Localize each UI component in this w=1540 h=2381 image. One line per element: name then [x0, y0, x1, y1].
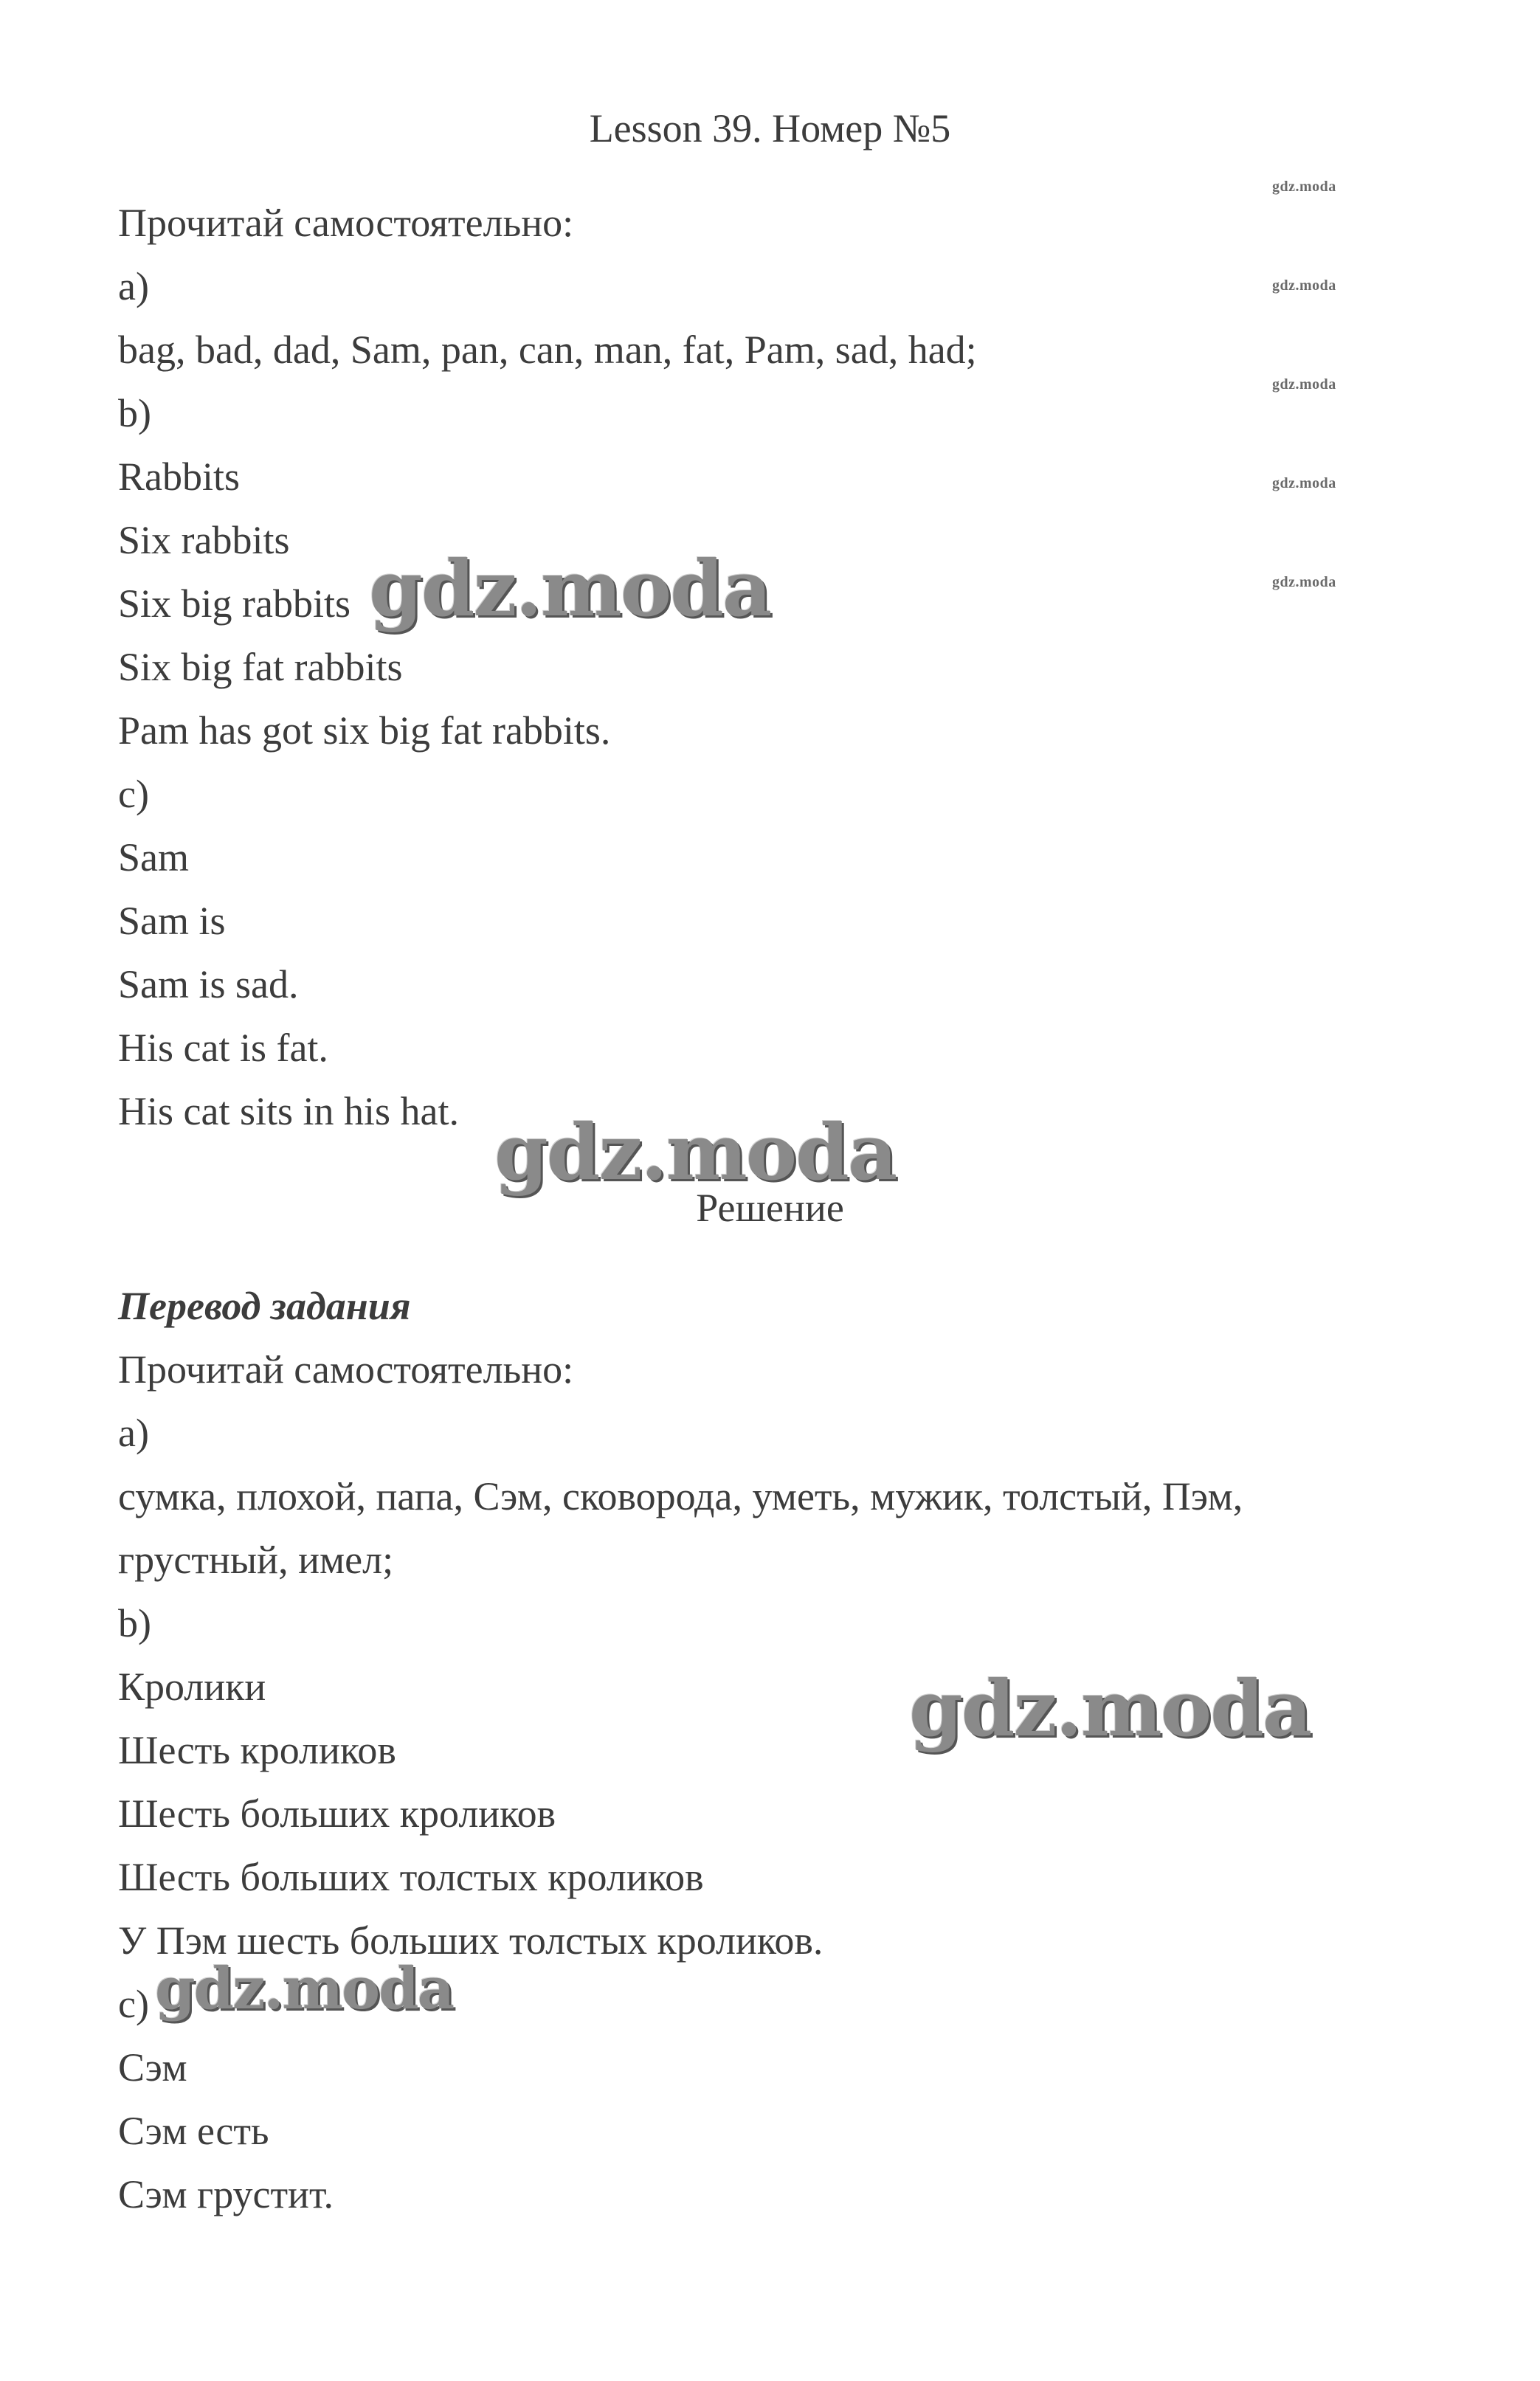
watermark-small: gdz.moda — [1272, 179, 1336, 195]
task-c-line: Sam — [118, 835, 190, 880]
translation-a-words: сумка, плохой, папа, Сэм, сковорода, уметь, мужик, толстый, Пэм, — [118, 1474, 1243, 1518]
task-instruction: Прочитай самостоятельно: — [118, 201, 574, 245]
watermark-large: gdz.moda — [494, 1107, 897, 1198]
task-c-line: Sam is — [118, 899, 226, 943]
translation-c-line: Сэм есть — [118, 2109, 269, 2153]
task-b-line: Rabbits — [118, 455, 241, 499]
translation-b-line: Кролики — [118, 1665, 266, 1709]
translation-a-words-cont: грустный, имел; — [118, 1538, 394, 1582]
task-c-label: c) — [118, 772, 149, 816]
translation-c-label: c) — [118, 1982, 149, 2026]
task-c-line: His cat sits in his hat. — [118, 1089, 459, 1133]
watermark-small: gdz.moda — [1272, 475, 1336, 491]
translation-heading: Перевод задания — [118, 1284, 411, 1328]
translation-b-line: Шесть больших толстых кроликов — [118, 1855, 704, 1899]
task-b-label: b) — [118, 391, 151, 435]
watermark-large: gdz.moda — [155, 1955, 454, 2022]
translation-b-label: b) — [118, 1601, 151, 1645]
translation-b-line: У Пэм шесть больших толстых кроликов. — [118, 1918, 823, 1963]
task-c-line: His cat is fat. — [118, 1026, 328, 1070]
solution-heading: Решение — [696, 1186, 844, 1230]
watermark-large: gdz.moda — [369, 543, 771, 634]
page-title: Lesson 39. Номер №5 — [589, 106, 951, 151]
translation-a-label: a) — [118, 1411, 149, 1455]
watermark-small: gdz.moda — [1272, 574, 1336, 590]
task-b-line: Six rabbits — [118, 518, 290, 562]
task-b-line: Pam has got six big fat rabbits. — [118, 708, 611, 753]
translation-instruction: Прочитай самостоятельно: — [118, 1347, 574, 1392]
task-b-line: Six big fat rabbits — [118, 645, 403, 689]
translation-c-line: Сэм — [118, 2045, 187, 2090]
task-a-label: a) — [118, 264, 149, 308]
watermark-large: gdz.moda — [909, 1663, 1311, 1754]
task-a-words: bag, bad, dad, Sam, pan, can, man, fat, Pam, sad, had; — [118, 328, 977, 372]
watermark-small: gdz.moda — [1272, 277, 1336, 294]
translation-b-line: Шесть больших кроликов — [118, 1791, 556, 1836]
translation-c-line: Сэм грустит. — [118, 2172, 334, 2216]
task-c-line: Sam is sad. — [118, 962, 299, 1006]
translation-b-line: Шесть кроликов — [118, 1728, 396, 1772]
watermark-small: gdz.moda — [1272, 376, 1336, 393]
task-b-line: Six big rabbits — [118, 581, 351, 626]
